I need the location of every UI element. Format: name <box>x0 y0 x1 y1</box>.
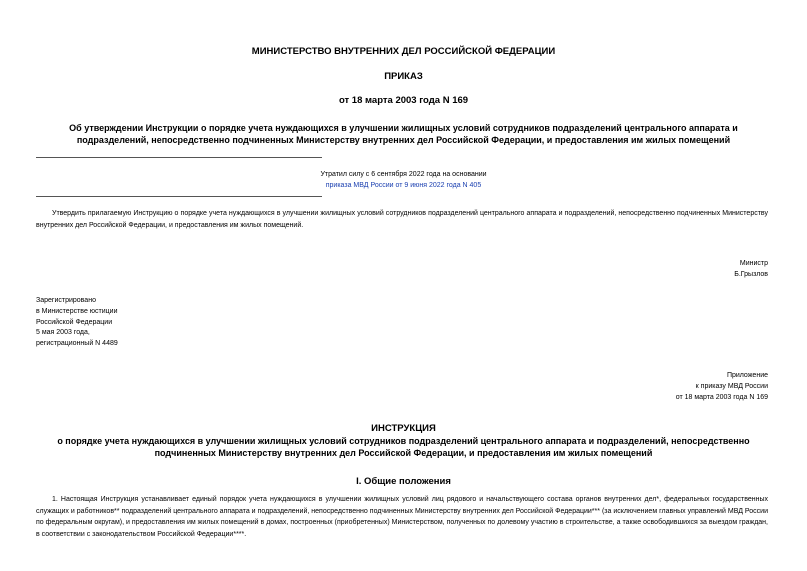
divider-bottom <box>36 196 322 197</box>
appendix-line2: к приказу МВД России <box>695 383 768 390</box>
status-block <box>0 169 807 191</box>
instruction-subtitle-line2: подчиненных Министерству внутренних дел Российской Федерации, и предоставления им жилых помещений <box>154 448 653 458</box>
instruction-subtitle <box>0 435 807 459</box>
appendix-line3: от 18 марта 2003 года N 169 <box>675 394 768 401</box>
signature-name: Б.Грызлов <box>734 271 768 278</box>
section-title: I. Общие положения <box>356 476 451 487</box>
registration-line4: 5 мая 2003 года, <box>36 329 90 337</box>
order-date-number: от 18 марта 2003 года N 169 <box>338 95 469 106</box>
instruction-subtitle-line1: о порядке учета нуждающихся в улучшении жилищных условий сотрудников подразделений центрального аппарата и подразделений, непосредственно <box>57 436 750 446</box>
paragraph-1: 1. Настоящая Инструкция устанавливает единый порядок учета нуждающихся в улучшении жилищных условий лиц рядового и начальствующего состава органов внутренних дел*, федеральных государственных служащих и работников** подразделений центрального аппарата и подразделений, непосредственно подчиненных Министерству внутренних дел Российской Федерации*** (за исключением главных управлений МВД России по федеральным округам), и предоставления им жилых помещений в домах, построенных (приобретенных) Министерством, полученных по долевому участию в строительстве, а также освободившихся за выездом граждан, в соответствии с законодательством Российской Федерации****. <box>36 496 768 538</box>
registration-line1: Зарегистрировано <box>36 297 96 304</box>
divider-top <box>36 157 322 158</box>
registration-line3: Российской Федерации <box>36 318 113 326</box>
appendix-block <box>568 370 768 403</box>
order-title-line1: Об утверждении Инструкции о порядке учета нуждающихся в улучшении жилищных условий сотрудников подразделений центрального аппарата и <box>69 123 738 133</box>
order-title <box>0 122 807 146</box>
appendix-line1: Приложение <box>726 372 768 379</box>
status-note: Утратил силу с 6 сентября 2022 года на основании <box>320 171 487 178</box>
approve-paragraph: Утвердить прилагаемую Инструкцию о порядке учета нуждающихся в улучшении жилищных условий сотрудников подразделений центрального аппарата и подразделений, непосредственно подчиненных Министерству внутренних дел Российской Федерации, и предоставления им жилых помещений. <box>36 210 768 229</box>
registration-line5: регистрационный N 4489 <box>36 340 118 348</box>
order-title-line2: подразделений, непосредственно подчиненных Министерству внутренних дел Российской Федерации, и предоставления им жилых помещений <box>76 135 731 145</box>
registration-block <box>36 296 236 350</box>
instruction-title: ИНСТРУКЦИЯ <box>371 423 436 434</box>
ministry-heading: МИНИСТЕРСТВО ВНУТРЕННИХ ДЕЛ РОССИЙСКОЙ ФЕДЕРАЦИИ <box>251 46 556 57</box>
registration-line2: в Министерстве юстиции <box>36 307 118 315</box>
doc-type-heading: ПРИКАЗ <box>384 71 423 82</box>
repeal-order-link[interactable]: приказа МВД России от 9 июня 2022 года N 405 <box>325 182 482 189</box>
signature-position: Министр <box>739 260 768 267</box>
signature-block <box>568 258 768 280</box>
